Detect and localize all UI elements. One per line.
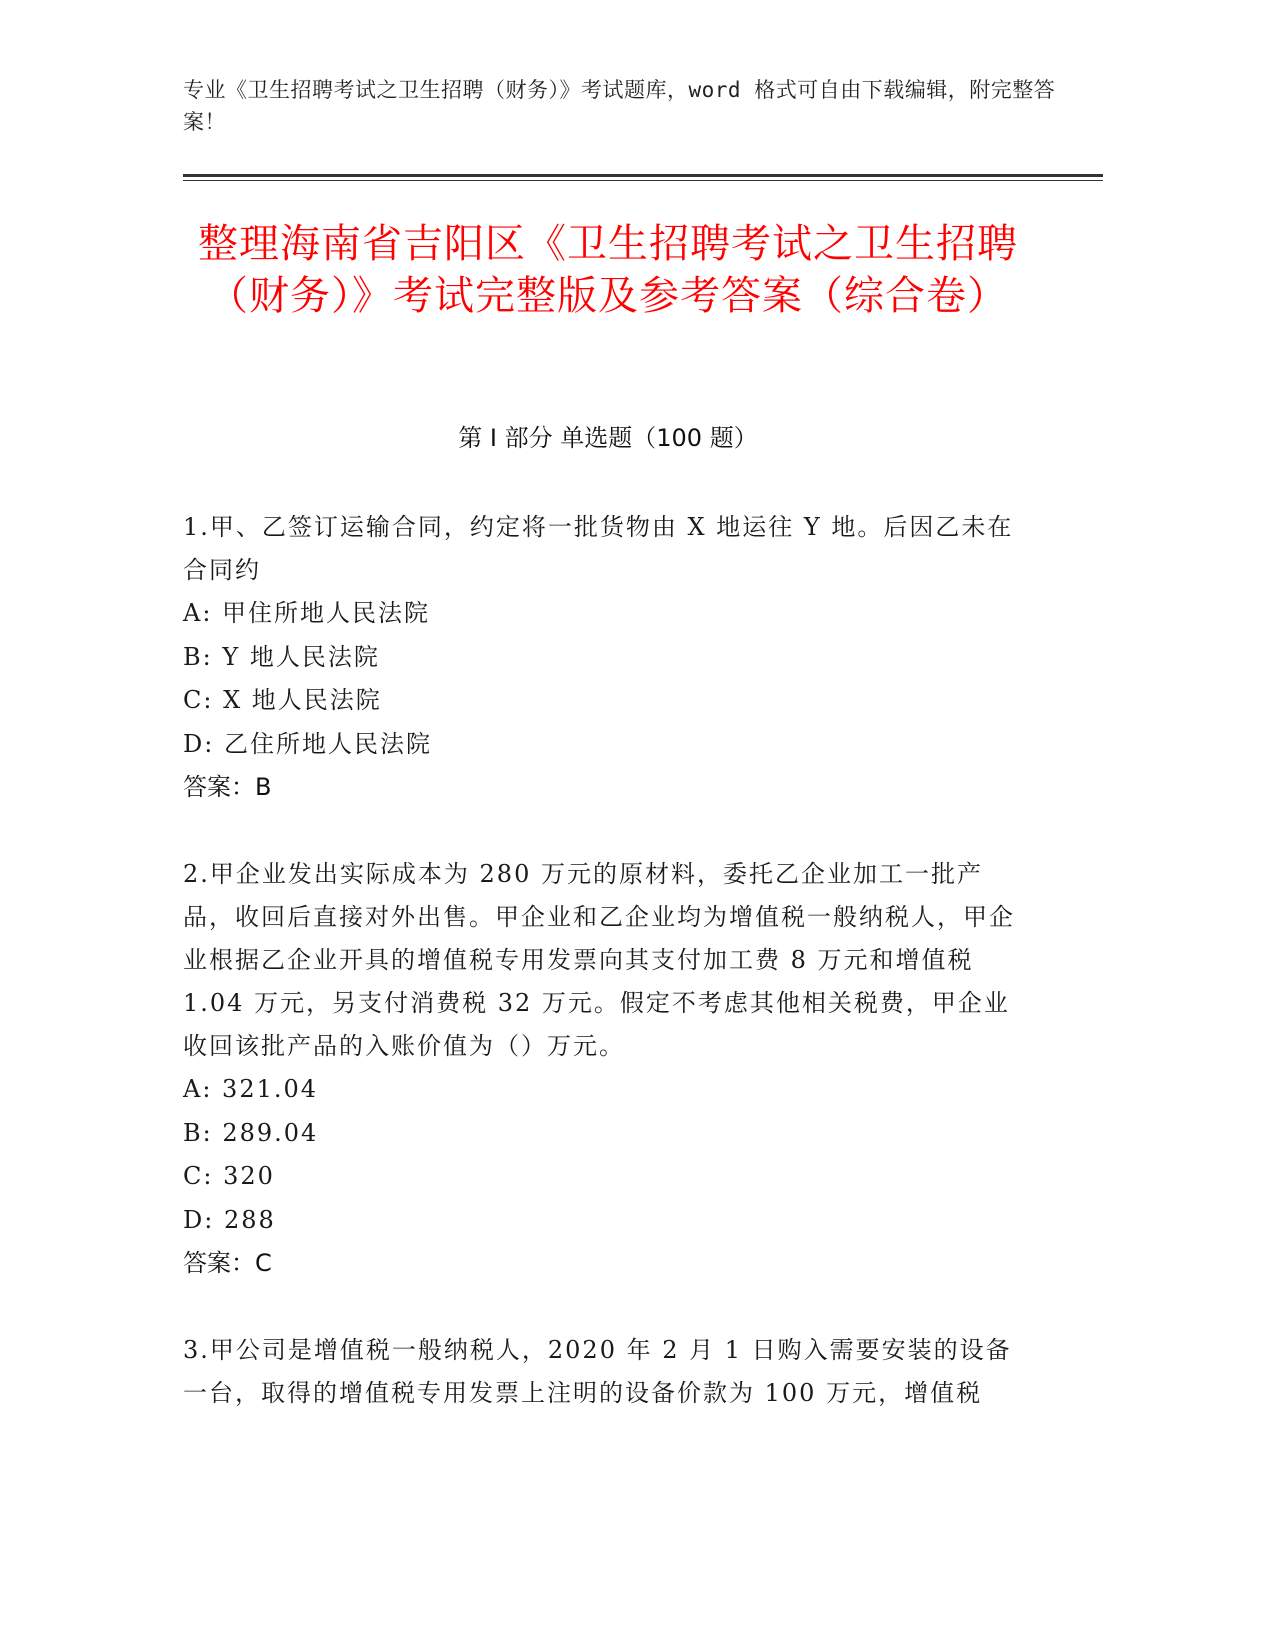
option-c: C: X 地人民法院 [183,686,382,714]
question-3 [183,1329,1023,1415]
option-b: B: Y 地人民法院 [183,642,380,671]
answer-label: 答案：B [183,773,272,801]
header-divider-thick [183,174,1103,177]
question-2 [183,853,1023,1285]
option-d: D: 乙住所地人民法院 [183,729,432,758]
question-1 [183,506,1023,809]
option-d: D: 288 [183,1205,276,1234]
document-title: 整理海南省吉阳区《卫生招聘考试之卫生招聘（财务）》考试完整版及参考答案（综合卷） [198,221,1018,319]
section-title: 第 I 部分 单选题（100 题） [458,424,758,452]
option-c: C: 320 [183,1162,275,1190]
option-b: B: 289.04 [183,1118,319,1147]
question-stem: 3.甲公司是增值税一般纳税人，2020 年 2 月 1 日购入需要安装的设备一台，取得的增值税专用发票上注明的设备价款为 100 万元，增值税 [183,1336,1012,1407]
option-a: A: 321.04 [183,1075,319,1103]
header-divider-thin [183,180,1103,181]
header-note: 专业《卫生招聘考试之卫生招聘（财务）》考试题库，word 格式可自由下载编辑，附完整答案！ [183,78,1056,134]
answer-label: 答案：C [183,1249,272,1277]
question-stem: 1.甲、乙签订运输合同，约定将一批货物由 X 地运往 Y 地。后因乙未在合同约 [183,513,1014,584]
question-list [183,506,1023,1459]
question-stem: 2.甲企业发出实际成本为 280 万元的原材料，委托乙企业加工一批产品，收回后直接对外出售。甲企业和乙企业均为增值税一般纳税人，甲企业根据乙企业开具的增值税专用发票向其支付加工费 8 万元和增值税 1.04 万元，另支付消费税 32 万元。假定不考虑其他相关税费，甲企业收回该批产品的入账价值为（）万元。 [183,860,1015,1060]
option-a: A: 甲住所地人民法院 [183,599,431,627]
